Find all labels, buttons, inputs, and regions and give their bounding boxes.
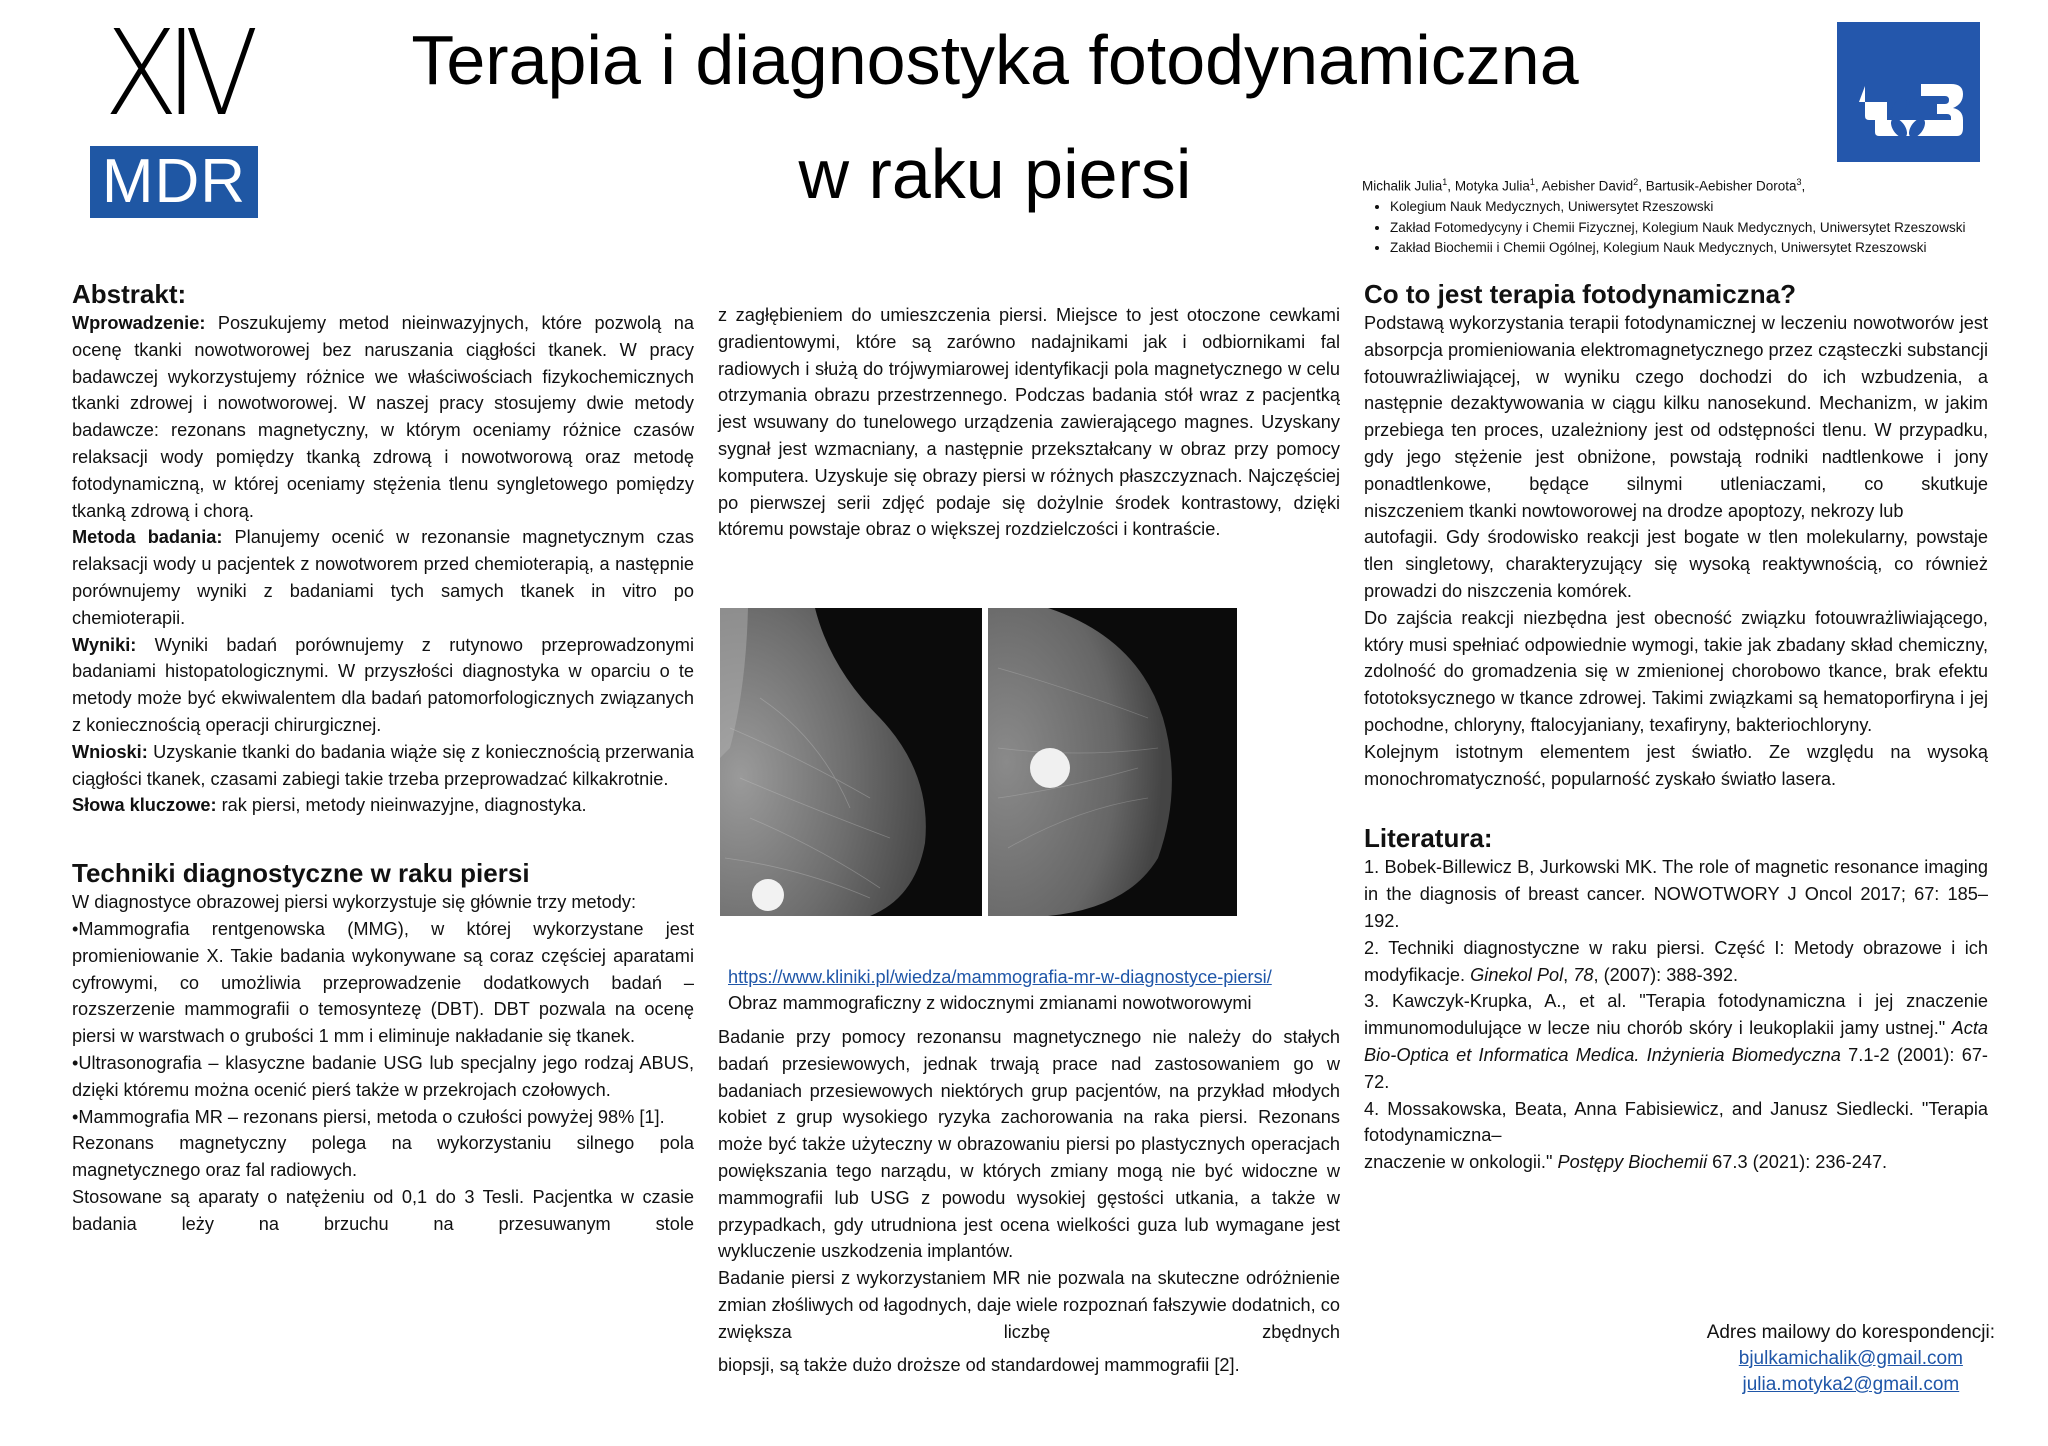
affiliation-list bbox=[1362, 197, 2042, 259]
abstract-keywords-label: Słowa kluczowe: bbox=[72, 795, 217, 816]
author-affiliation-number: 3 bbox=[1796, 177, 1802, 187]
mammogram-image-right bbox=[988, 608, 1237, 916]
abstract-conclusions bbox=[72, 739, 694, 793]
author-affiliation-number: 2 bbox=[1633, 177, 1639, 187]
pdt-paragraph: Podstawą wykorzystania terapii fotodynamicznej w leczeniu nowotworów jest absorpcja promieniowania elektromagnetycznego przez cząsteczki substancji fotouwrażliwiającej, w wyniku czego dochodzi do ich wzbudzenia, a następnie dezaktywowania w ciągu kilku nanosekund. Mechanizm, w jakim przebiega ten proces, uzależniony jest od odstępności tlenu. W przypadku, gdy jego stężenie jest obniżone, powstają rodniki nadtlenkowe i jony ponadtlenkowe, będące silnymi utleniaczami, co skutkuje bbox=[1364, 313, 1988, 494]
contact-email[interactable]: julia.motyka2@gmail.com bbox=[1742, 1374, 1960, 1395]
image-source-link[interactable]: https://www.kliniki.pl/wiedza/mammografia-mr-w-diagnostyce-piersi/ bbox=[728, 967, 1272, 987]
reference-item-end bbox=[1364, 1149, 1988, 1176]
author-list: Michalik Julia$^1$, Motyka Julia$^1$, Aebisher David$^2$, Bartusik-Aebisher Dorota$^3$, bbox=[1362, 177, 1806, 194]
pdt-paragraph: Do zajścia reakcji niezbędna jest obecność związku fotouwrażliwiającego, który musi spełniać odpowiednie wymogi, takie jak zbadany skład chemiczny, zdolność do gromadzenia się w zmienionej chorobowo tkance, brak efektu fototoksycznego w tkance zdrowej. Takimi związkami są hematoporfiryna i jej pochodne, chloryny, ftalocyjaniany, texafiryny, bakteriochloryny. bbox=[1364, 607, 1988, 735]
literature-heading: Literatura: bbox=[1364, 823, 1493, 854]
reference-text: , bbox=[1563, 964, 1574, 985]
techniques-paragraph: W diagnostyce obrazowej piersi wykorzystuje się głównie trzy metody: bbox=[72, 892, 637, 913]
mri-procedure-paragraph: z zagłębieniem do umieszczenia piersi. Miejsce to jest otoczone cewkami gradientowymi, które są zarówno nadajnikami jak i odbiornikami fal radiowych i służą do trójwymiarowej identyfikacji pola magnetycznego w celu otrzymania obrazu przestrzennego. Podczas badania stół wraz z pacjentką jest wsuwany do tunelowego urządzenia zawierającego magnes. Uzyskany sygnał jest wzmacniany, a następnie przekształcany w obraz przy pomocy komputera. Uzyskuje się obrazy piersi w różnych płaszczyznach. Najczęściej po pierwszej serii zdjęć podaje się dożylnie środek kontrastowy, dzięki któremu powstaje obraz o większej rozdzielczości i kontraście. bbox=[718, 305, 1340, 540]
left-column bbox=[72, 278, 694, 1238]
reference-item: 4. Mossakowska, Beata, Anna Fabisiewicz, and Janusz Siedlecki. "Terapia fotodynamiczna– bbox=[1364, 1098, 1988, 1146]
abstract-method bbox=[72, 524, 694, 631]
author-affiliation-number: 1 bbox=[1442, 177, 1448, 187]
right-column bbox=[1364, 278, 1988, 1176]
contact-label: Adres mailowy do korespondencji: bbox=[1706, 1322, 1995, 1343]
reference-item bbox=[1364, 935, 1988, 989]
title-line-1: Terapia i diagnostyka fotodynamiczna bbox=[411, 21, 1579, 99]
abstract-results bbox=[72, 632, 694, 739]
reference-text: 2. Techniki diagnostyczne w raku piersi. Część I: Metody obrazowe i ich modyfikacje. bbox=[1364, 937, 1988, 985]
abstract-conclusions-label: Wnioski: bbox=[72, 741, 148, 762]
affiliation-item: • Kolegium Nauk Medycznych, Uniwersytet Rzeszowski bbox=[1390, 197, 2042, 218]
middle-column bbox=[718, 302, 1340, 543]
techniques-heading: Techniki diagnostyczne w raku piersi bbox=[72, 858, 530, 889]
reference-volume: 78 bbox=[1573, 964, 1594, 985]
abstract-keywords-text: rak piersi, metody nieinwazyjne, diagnostyka. bbox=[216, 795, 587, 816]
author-name: Michalik Julia bbox=[1362, 178, 1443, 194]
techniques-paragraph: •Mammografia rentgenowska (MMG), w której wykorzystane jest promieniowanie X. Takie badania wykonywane są coraz częściej aparatami cyfrowymi, co umożliwia przeprowadzenie dodatkowych badań – rozszerzenie mammografii o temosyntezę (DBT). DBT pozwala na ocenę piersi w warstwach o grubości 1 mm i eliminuje nakładanie się tkanek. bbox=[72, 918, 694, 1047]
logo-xiv-text: XIV bbox=[103, 4, 246, 142]
affiliation-item: • Zakład Fotomedycyny i Chemii Fizycznej, Kolegium Nauk Medycznych, Uniwersytet Rzeszowski bbox=[1390, 218, 2042, 239]
middle-column-lower bbox=[718, 1024, 1340, 1378]
university-logo bbox=[1837, 22, 1980, 162]
contact-email[interactable]: bjulkamichalik@gmail.com bbox=[1738, 1348, 1963, 1369]
title-line-2: w raku piersi bbox=[798, 135, 1192, 213]
reference-journal: Acta Bio-Optica et Informatica Medica. Inżynieria Biomedyczna bbox=[1364, 1018, 1988, 1065]
abstract-intro-text: Poszukujemy metod nieinwazyjnych, które pozwolą na ocenę tkanki nowotworowej bez naruszania ciągłości tkanek. W pracy badawczej wykorzystujemy różnice we właściwościach fizykochemicznych tkanki zdrowej i nowotworowej. W naszej pracy stosujemy dwie metody badawcze: rezonans magnetyczny, w którym oceniamy różnice czasów relaksacji wody pomiędzy tkanką zdrową i nowotworową oraz metodę fotodynamiczną, w której oceniamy stężenia tlenu syngletowego pomiędzy tkanką zdrową i chorą. bbox=[72, 313, 694, 521]
reference-item: 1. Bobek-Billewicz B, Jurkowski MK. The role of magnetic resonance imaging in the diagnosis of breast cancer. NOWOTWORY J Oncol 2017; 67: 185–192. bbox=[1364, 857, 1988, 931]
abstract-method-label: Metoda badania: bbox=[72, 527, 223, 548]
pdt-paragraph-line: niszczeniem tkanki nowtoworowej na drodze apoptozy, nekrozy lub bbox=[1364, 500, 1904, 521]
reference-text: 67.3 (2021): 236-247. bbox=[1707, 1152, 1888, 1173]
author-name: Aebisher David bbox=[1541, 178, 1634, 194]
image-caption: Obraz mammograficzny z widocznymi zmianami nowotworowymi bbox=[728, 993, 1252, 1013]
abstract-keywords bbox=[72, 792, 694, 819]
author-name: Bartusik-Aebisher Dorota bbox=[1645, 178, 1797, 194]
reference-text: znaczenie w onkologii." bbox=[1364, 1152, 1558, 1173]
mri-screening-paragraph: Badanie przy pomocy rezonansu magnetycznego nie należy do stałych badań przesiewowych, jednak trwają prace nad zastosowaniem go w badaniach przesiewowych niektórych grup pacjentów, na przykład młodych kobiet z grup wysokiego ryzyka zachorowania na raka piersi. Rezonans może być także użyteczny w obrazowaniu piersi po plastycznych operacjach powiększania tego narządu, w których zmiany mogą nie być widoczne w mammografii lub USG z powodu wysokiej gęstości utkania, a także w przypadkach, gdy utrudniona jest ocena wielkości guza lub wymagane jest wykluczenie uszkodzenia implantów. bbox=[718, 1027, 1340, 1262]
reference-text: , (2007): 388-392. bbox=[1593, 964, 1739, 985]
reference-journal: Postępy Biochemii bbox=[1557, 1152, 1708, 1173]
conference-logo bbox=[90, 4, 260, 216]
university-logo-mark bbox=[1837, 22, 1980, 162]
techniques-paragraph: •Mammografia MR – rezonans piersi, metoda o czułości powyżej 98% [1]. bbox=[72, 1106, 665, 1127]
author-affiliation-number: 1 bbox=[1529, 177, 1535, 187]
abstract-intro bbox=[72, 310, 694, 524]
authors-block bbox=[1362, 172, 2042, 259]
mri-limitations-paragraph-end: biopsji, są także dużo droższe od standardowej mammografii [2]. bbox=[718, 1354, 1240, 1375]
pdt-paragraph: Kolejnym istotnym elementem jest światło. Ze względu na wysoką monochromatyczność, popularność zyskało światło lasera. bbox=[1364, 741, 1988, 789]
abstract-method-text: Planujemy ocenić w rezonansie magnetycznym czas relaksacji wody u pacjentek z nowotworem przed chemioterapią, a następnie porównujemy wyniki z badaniami tych samych tkanek in vitro po chemioterapii. bbox=[72, 527, 694, 628]
techniques-paragraph: •Ultrasonografia – klasyczne badanie USG lub specjalny jego rodzaj ABUS, dzięki któremu można ocenić pierś także w przekrojach czołowych. bbox=[72, 1052, 694, 1100]
abstract-conclusions-text: Uzyskanie tkanki do badania wiąże się z koniecznością przerwania ciągłości tkanek, czasami zabiegi takie trzeba przeprowadzać kilkakrotnie. bbox=[72, 741, 694, 789]
techniques-paragraph: Stosowane są aparaty o natężeniu od 0,1 do 3 Tesli. Pacjentka w czasie badania leży na brzuchu na przesuwanym stole bbox=[72, 1186, 694, 1234]
reference-journal: Ginekol Pol bbox=[1470, 964, 1564, 985]
abstract-heading: Abstrakt: bbox=[72, 279, 187, 309]
techniques-paragraph: Rezonans magnetyczny polega na wykorzystaniu silnego pola magnetycznego oraz fal radiowych. bbox=[72, 1133, 694, 1181]
mammogram-image-left bbox=[720, 608, 982, 916]
abstract-intro-label: Wprowadzenie: bbox=[72, 313, 206, 333]
reference-item bbox=[1364, 988, 1988, 1095]
mammogram-figure bbox=[720, 608, 1240, 916]
affiliation-item: • Zakład Biochemii i Chemii Ogólnej, Kolegium Nauk Medycznych, Uniwersytet Rzeszowski bbox=[1390, 238, 2042, 259]
contact-inner bbox=[1707, 1320, 1995, 1398]
mri-limitations-paragraph: Badanie piersi z wykorzystaniem MR nie pozwala na skuteczne odróżnienie zmian złośliwych od łagodnych, daje wiele rozpoznań fałszywie dodatnich, co zwiększa liczbę zbędnych bbox=[718, 1268, 1340, 1342]
logo-mdr-text: MDR bbox=[90, 146, 258, 218]
pdt-paragraph-end: autofagii. Gdy środowisko reakcji jest bogate w tlen molekularny, powstaje tlen singletowy, charakteryzujący się wysoką reaktywnością, co również prowadzi do niszczenia komórek. bbox=[1364, 527, 1988, 601]
contact-block bbox=[1560, 1320, 1995, 1398]
pdt-heading: Co to jest terapia fotodynamiczna? bbox=[1364, 279, 1796, 309]
abstract-results-label: Wyniki: bbox=[72, 634, 137, 655]
abstract-results-text: Wyniki badań porównujemy z rutynowo przeprowadzonymi badaniami histopatologicznymi. W przyszłości diagnostyka w oparciu o te metody może być ekwiwalentem dla badań patomorfologicznych związanych z koniecznością operacji chirurgicznej. bbox=[72, 634, 694, 735]
author-name: Motyka Julia bbox=[1454, 178, 1530, 194]
reference-text: 3. Kawczyk-Krupka, A., et al. "Terapia fotodynamiczna i jej znaczenie immunomodulujące w lecze niu chorób skóry i leukoplakii jamy ustnej." bbox=[1364, 991, 1988, 1039]
reference-text: 7.1-2 (2001): 67-72. bbox=[1364, 1044, 1988, 1092]
